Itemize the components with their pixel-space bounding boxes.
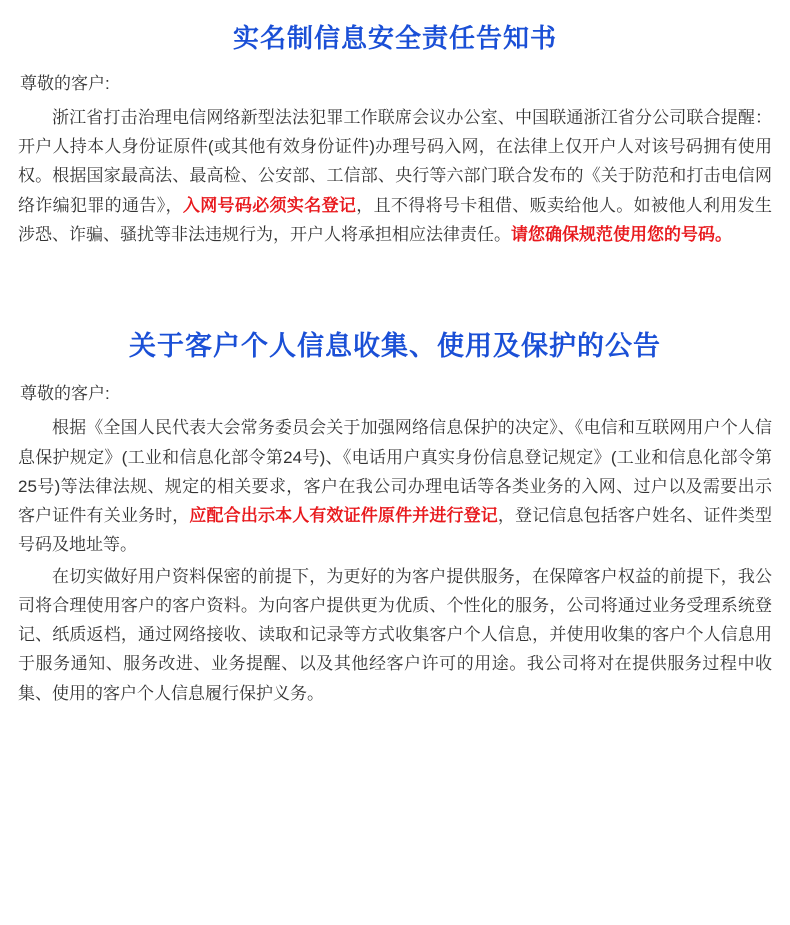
text-run-highlight: 入网号码必须实名登记 (182, 195, 357, 215)
salutation-privacy: 尊敬的客户: (20, 384, 110, 404)
paragraph-privacy-body-2 (18, 562, 772, 708)
text-run-highlight: 应配合出示本人有效证件原件并进行登记 (189, 506, 498, 526)
text-run: 浙江省打击治理电信网络新型法法犯罪工作联席会议办公室、中国联通浙江省分公司联合提醒：开户人持本人身份证原件(或其他有效身份证件)办理号码入网，在法律上仅开户人对该号码拥有使用权。根据国家最高法、最高检、公安部、工信部、央行等六部门联合发布的《关于防范和打击电信网络诈编犯罪的通告》， (18, 107, 772, 215)
text-run-highlight: 请您确保规范使用您的号码。 (511, 224, 732, 244)
paragraph-realname-body (18, 103, 772, 249)
text-run: ，登记信息包括客户姓名、证件类型号码及地址等。 (18, 506, 773, 555)
text-run: 在切实做好用户资料保密的前提下，为更好的为客户提供服务，在保障客户权益的前提下，我公司将合理使用客户的客户资料。为向客户提供更为优质、个性化的服务，公司将通过业务受理系统登记、纸质返档，通过网络接收、读取和记录等方式收集客户个人信息，并使用收集的客户个人信息用于服务通知、服务改进、业务提醒、以及其他经客户许可的用途。我公司将对在提供服务过程中收集、使用的客户个人信息履行保护义务。 (18, 566, 772, 703)
page-title-realname: 实名制信息安全责任告知书 (232, 23, 557, 53)
notice-section-privacy (18, 329, 772, 708)
text-run: 根据《全国人民代表大会常务委员会关于加强网络信息保护的决定》、《电信和互联网用户个人信息保护规定》(工业和信息化部令第24号)、《电话用户真实身份信息登记规定》(工业和信息化部令第25号)等法律法规、规定的相关要求，客户在我公司办理电话等各类业务的入网、过户以及需要出示客户证件有关业务时， (18, 418, 773, 526)
page-title-privacy: 关于客户个人信息收集、使用及保护的公告 (129, 331, 661, 362)
section-spacer (18, 251, 772, 329)
notice-section-realname (18, 22, 772, 249)
text-run: ，且不得将号卡租借、贩卖给他人。如被他人利用发生涉恐、诈骗、骚扰等非法违规行为，开户人将承担相应法律责任。 (18, 195, 773, 244)
paragraph-privacy-body-1 (18, 413, 772, 559)
salutation-realname: 尊敬的客户: (20, 73, 110, 93)
